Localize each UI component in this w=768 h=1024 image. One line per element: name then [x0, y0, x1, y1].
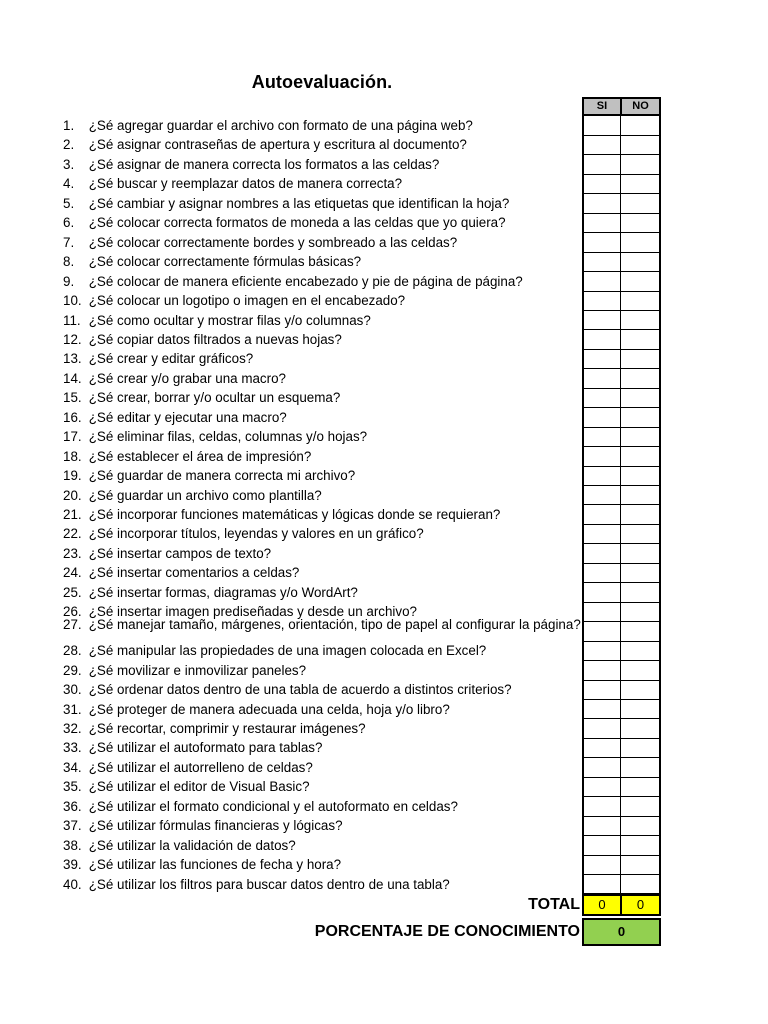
- question-number: 20.: [63, 487, 82, 503]
- question-number: 22.: [63, 526, 82, 542]
- question-number: 30.: [63, 682, 82, 698]
- answer-cell-si[interactable]: [582, 544, 621, 564]
- question-number: 23.: [63, 545, 82, 561]
- question-number: 21.: [63, 507, 82, 522]
- answer-cell-no[interactable]: [621, 486, 661, 506]
- answer-cell-si[interactable]: [582, 330, 621, 350]
- answer-cell-si[interactable]: [582, 174, 621, 194]
- answer-cell-no[interactable]: [621, 408, 661, 428]
- question-item: [63, 738, 583, 757]
- question-item: [63, 349, 583, 368]
- answer-cell-si[interactable]: [582, 563, 621, 583]
- question-item: [63, 291, 583, 310]
- question-number: 35.: [63, 779, 82, 795]
- question-text: ¿Sé eliminar filas, celdas, columnas y/o hojas?: [88, 429, 368, 445]
- answer-cell-si[interactable]: [582, 427, 621, 447]
- answer-cell-no[interactable]: [621, 875, 661, 895]
- question-number: 11.: [63, 312, 81, 328]
- answer-cell-si[interactable]: [582, 291, 621, 311]
- answer-cell-no[interactable]: [621, 641, 661, 661]
- question-number: 19.: [63, 468, 82, 484]
- question-number: 8.: [63, 254, 75, 270]
- column-header-no: NO: [620, 97, 661, 116]
- question-number: 32.: [63, 720, 82, 736]
- question-text: ¿Sé manipular las propiedades de una imagen colocada en Excel?: [88, 643, 487, 659]
- question-text: ¿Sé utilizar el autorrelleno de celdas?: [88, 759, 313, 775]
- question-item: [63, 719, 583, 738]
- question-number: 33.: [63, 740, 82, 756]
- column-header-si: SI: [582, 97, 622, 116]
- answer-cell-no[interactable]: [621, 700, 661, 720]
- question-number: 40.: [63, 876, 82, 892]
- question-item: [63, 524, 583, 543]
- question-item: [63, 544, 583, 563]
- answer-cell-si[interactable]: [582, 738, 621, 758]
- answer-cell-si[interactable]: [582, 602, 621, 622]
- question-item: [63, 661, 583, 680]
- question-text: ¿Sé asignar contraseñas de apertura y escritura al documento?: [88, 137, 467, 153]
- answer-cell-si[interactable]: [582, 855, 621, 875]
- question-number: 34.: [63, 759, 82, 775]
- question-number: 7.: [63, 234, 75, 250]
- answer-cell-no[interactable]: [621, 447, 661, 467]
- question-item: [63, 855, 583, 874]
- question-number: 31.: [63, 701, 82, 717]
- question-item: [63, 174, 583, 193]
- question-number: 15.: [63, 390, 82, 406]
- question-number: 16.: [63, 409, 82, 425]
- answer-cell-no[interactable]: [621, 505, 661, 525]
- question-text: ¿Sé insertar comentarios a celdas?: [88, 565, 300, 581]
- answer-cell-si[interactable]: [582, 486, 621, 506]
- question-text: ¿Sé insertar campos de texto?: [88, 545, 272, 561]
- percentage-label: PORCENTAJE DE CONOCIMIENTO: [314, 923, 580, 940]
- question-text: ¿Sé incorporar títulos, leyendas y valores en un gráfico?: [88, 526, 424, 542]
- question-number: 28.: [63, 643, 82, 659]
- question-text: ¿Sé movilizar e inmovilizar paneles?: [88, 662, 307, 678]
- question-item: [63, 427, 583, 446]
- answer-cell-no[interactable]: [621, 466, 661, 486]
- question-number: 27.: [63, 618, 82, 632]
- question-number: 12.: [63, 331, 82, 347]
- answer-cell-no[interactable]: [621, 233, 661, 253]
- question-item: [63, 486, 583, 505]
- answer-cell-si[interactable]: [582, 272, 621, 292]
- answer-cell-no[interactable]: [621, 719, 661, 739]
- question-number: 17.: [63, 429, 82, 445]
- question-item: [63, 272, 583, 291]
- question-number: 26.: [63, 604, 82, 620]
- answer-cell-no[interactable]: [621, 174, 661, 194]
- question-text: ¿Sé cambiar y asignar nombres a las etiquetas que identifican la hoja?: [88, 195, 510, 211]
- answer-cell-si[interactable]: [582, 194, 621, 214]
- answer-cell-no[interactable]: [621, 797, 661, 817]
- question-item: [63, 583, 583, 602]
- question-text: ¿Sé colocar un logotipo o imagen en el encabezado?: [88, 293, 406, 309]
- question-item: [63, 155, 583, 174]
- answer-cell-no[interactable]: [621, 622, 661, 642]
- question-item: [63, 758, 583, 777]
- question-item: [63, 252, 583, 271]
- answer-cell-si[interactable]: [582, 349, 621, 369]
- question-item: [63, 135, 583, 154]
- page-title: Autoevaluación.: [251, 72, 393, 92]
- question-text: ¿Sé proteger de manera adecuada una celda, hoja y/o libro?: [88, 701, 450, 717]
- answer-cell-si[interactable]: [582, 700, 621, 720]
- answer-cell-si[interactable]: [582, 816, 621, 836]
- question-text: ¿Sé utilizar las funciones de fecha y hora?: [88, 857, 342, 873]
- answer-cell-si[interactable]: [582, 233, 621, 253]
- question-item: [63, 816, 583, 835]
- question-text: ¿Sé recortar, comprimir y restaurar imágenes?: [88, 720, 366, 736]
- answer-cell-si[interactable]: [582, 252, 621, 272]
- question-number: 24.: [63, 565, 82, 581]
- question-item: [63, 563, 583, 582]
- question-number: 37.: [63, 818, 82, 834]
- question-item: [63, 797, 583, 816]
- question-text: ¿Sé crear y/o grabar una macro?: [88, 370, 286, 386]
- total-label: TOTAL: [528, 896, 580, 913]
- answer-cell-no[interactable]: [621, 427, 661, 447]
- question-number: 25.: [63, 584, 82, 600]
- question-number: 10.: [63, 293, 82, 309]
- percentage-value: 0: [582, 918, 661, 946]
- question-item: [63, 194, 583, 213]
- question-text: ¿Sé insertar formas, diagramas y/o WordArt?: [88, 584, 358, 600]
- answer-cell-si[interactable]: [582, 155, 621, 175]
- question-item: [63, 447, 583, 466]
- question-item: [63, 777, 583, 796]
- question-item: [63, 641, 583, 660]
- answer-cell-si[interactable]: [582, 135, 621, 155]
- total-si-value: 0: [582, 894, 622, 916]
- answer-cell-no[interactable]: [621, 602, 661, 622]
- question-text: ¿Sé guardar un archivo como plantilla?: [88, 487, 322, 503]
- question-text: ¿Sé utilizar fórmulas financieras y lógicas?: [88, 818, 343, 834]
- question-item: [63, 836, 583, 855]
- question-number: 3.: [63, 156, 75, 172]
- question-item: [63, 680, 583, 699]
- answer-cell-no[interactable]: [621, 388, 661, 408]
- question-item: [63, 619, 581, 641]
- question-text: ¿Sé agregar guardar el archivo con formato de una página web?: [88, 118, 473, 133]
- question-item: [63, 466, 583, 485]
- answer-cell-si[interactable]: [582, 311, 621, 331]
- question-text: ¿Sé guardar de manera correcta mi archivo?: [88, 468, 356, 484]
- answer-cell-si[interactable]: [582, 641, 621, 661]
- question-item: [63, 408, 583, 427]
- question-item: [63, 875, 583, 894]
- answer-cell-si[interactable]: [582, 758, 621, 778]
- question-number: 18.: [63, 448, 82, 464]
- question-item: [63, 330, 583, 349]
- answer-cell-si[interactable]: [582, 505, 621, 525]
- answer-cell-si[interactable]: [582, 408, 621, 428]
- answer-cell-no[interactable]: [621, 155, 661, 175]
- question-text: ¿Sé colocar correctamente fórmulas básicas?: [88, 254, 362, 270]
- answer-cell-si[interactable]: [582, 836, 621, 856]
- answer-cell-si[interactable]: [582, 369, 621, 389]
- question-text: ¿Sé manejar tamaño, márgenes, orientación, tipo de papel al configurar la página?: [88, 618, 581, 632]
- answer-cell-no[interactable]: [621, 291, 661, 311]
- question-item: [63, 388, 583, 407]
- answer-cell-no[interactable]: [621, 855, 661, 875]
- question-number: 29.: [63, 662, 82, 678]
- question-text: ¿Sé utilizar el formato condicional y el autoformato en celdas?: [88, 798, 458, 814]
- answer-cell-no[interactable]: [621, 369, 661, 389]
- question-text: ¿Sé asignar de manera correcta los formatos a las celdas?: [88, 156, 440, 172]
- question-number: 38.: [63, 837, 82, 853]
- answer-cell-no[interactable]: [621, 135, 661, 155]
- question-item: [63, 213, 583, 232]
- question-number: 13.: [63, 351, 82, 367]
- answer-cell-si[interactable]: [582, 583, 621, 603]
- question-item: [63, 369, 583, 388]
- answer-cell-si[interactable]: [582, 680, 621, 700]
- question-number: 2.: [63, 137, 75, 153]
- answer-cell-no[interactable]: [621, 272, 661, 292]
- answer-cell-no[interactable]: [621, 524, 661, 544]
- answer-cell-si[interactable]: [582, 797, 621, 817]
- answer-cell-si[interactable]: [582, 719, 621, 739]
- answer-cell-no[interactable]: [621, 330, 661, 350]
- question-text: ¿Sé utilizar el editor de Visual Basic?: [88, 779, 310, 795]
- question-text: ¿Sé utilizar la validación de datos?: [88, 837, 296, 853]
- question-text: ¿Sé editar y ejecutar una macro?: [88, 409, 287, 425]
- question-text: ¿Sé colocar correcta formatos de moneda a las celdas que yo quiera?: [88, 215, 506, 231]
- total-no-value: 0: [620, 894, 661, 916]
- question-text: ¿Sé colocar de manera eficiente encabezado y pie de página de página?: [88, 273, 523, 289]
- answer-cell-no[interactable]: [621, 116, 661, 136]
- question-item: [63, 233, 583, 252]
- answer-cell-si[interactable]: [582, 622, 621, 642]
- answer-cell-no[interactable]: [621, 349, 661, 369]
- answer-cell-si[interactable]: [582, 388, 621, 408]
- question-text: ¿Sé crear y editar gráficos?: [88, 351, 254, 367]
- answer-cell-si[interactable]: [582, 466, 621, 486]
- answer-cell-no[interactable]: [621, 311, 661, 331]
- question-text: ¿Sé incorporar funciones matemáticas y lógicas donde se requieran?: [88, 507, 501, 522]
- question-item: [63, 700, 583, 719]
- question-text: ¿Sé utilizar el autoformato para tablas?: [88, 740, 323, 756]
- answer-cell-no[interactable]: [621, 680, 661, 700]
- question-text: ¿Sé crear, borrar y/o ocultar un esquema?: [88, 390, 341, 406]
- question-text: ¿Sé como ocultar y mostrar filas y/o columnas?: [88, 312, 371, 328]
- question-number: 9.: [63, 273, 75, 289]
- answer-cell-no[interactable]: [621, 836, 661, 856]
- answer-cell-no[interactable]: [621, 816, 661, 836]
- question-text: ¿Sé insertar imagen prediseñadas y desde un archivo?: [88, 604, 417, 620]
- question-number: 39.: [63, 857, 82, 873]
- question-item: [63, 505, 583, 524]
- answer-cell-no[interactable]: [621, 661, 661, 681]
- question-text: ¿Sé establecer el área de impresión?: [88, 448, 312, 464]
- question-number: 14.: [63, 370, 82, 386]
- question-text: ¿Sé copiar datos filtrados a nuevas hojas?: [88, 331, 342, 347]
- answer-cell-si[interactable]: [582, 661, 621, 681]
- answer-cell-si[interactable]: [582, 116, 621, 136]
- answer-cell-no[interactable]: [621, 252, 661, 272]
- answer-cell-no[interactable]: [621, 738, 661, 758]
- question-number: 6.: [63, 215, 75, 231]
- question-number: 36.: [63, 798, 82, 814]
- answer-cell-no[interactable]: [621, 777, 661, 797]
- answer-cell-no[interactable]: [621, 544, 661, 564]
- question-number: 1.: [63, 118, 75, 133]
- question-number: 5.: [63, 195, 75, 211]
- answer-cell-no[interactable]: [621, 194, 661, 214]
- answer-cell-no[interactable]: [621, 758, 661, 778]
- answer-cell-no[interactable]: [621, 583, 661, 603]
- answer-cell-no[interactable]: [621, 213, 661, 233]
- question-text: ¿Sé colocar correctamente bordes y sombreado a las celdas?: [88, 234, 458, 250]
- answer-cell-no[interactable]: [621, 563, 661, 583]
- question-item: [63, 311, 583, 330]
- answer-cell-si[interactable]: [582, 875, 621, 895]
- question-text: ¿Sé utilizar los filtros para buscar datos dentro de una tabla?: [88, 876, 450, 892]
- answer-cell-si[interactable]: [582, 213, 621, 233]
- question-text: ¿Sé buscar y reemplazar datos de manera correcta?: [88, 176, 403, 192]
- question-text: ¿Sé ordenar datos dentro de una tabla de acuerdo a distintos criterios?: [88, 682, 512, 698]
- answer-cell-si[interactable]: [582, 524, 621, 544]
- question-number: 4.: [63, 176, 75, 192]
- answer-cell-si[interactable]: [582, 447, 621, 467]
- question-item: [63, 116, 583, 135]
- answer-cell-si[interactable]: [582, 777, 621, 797]
